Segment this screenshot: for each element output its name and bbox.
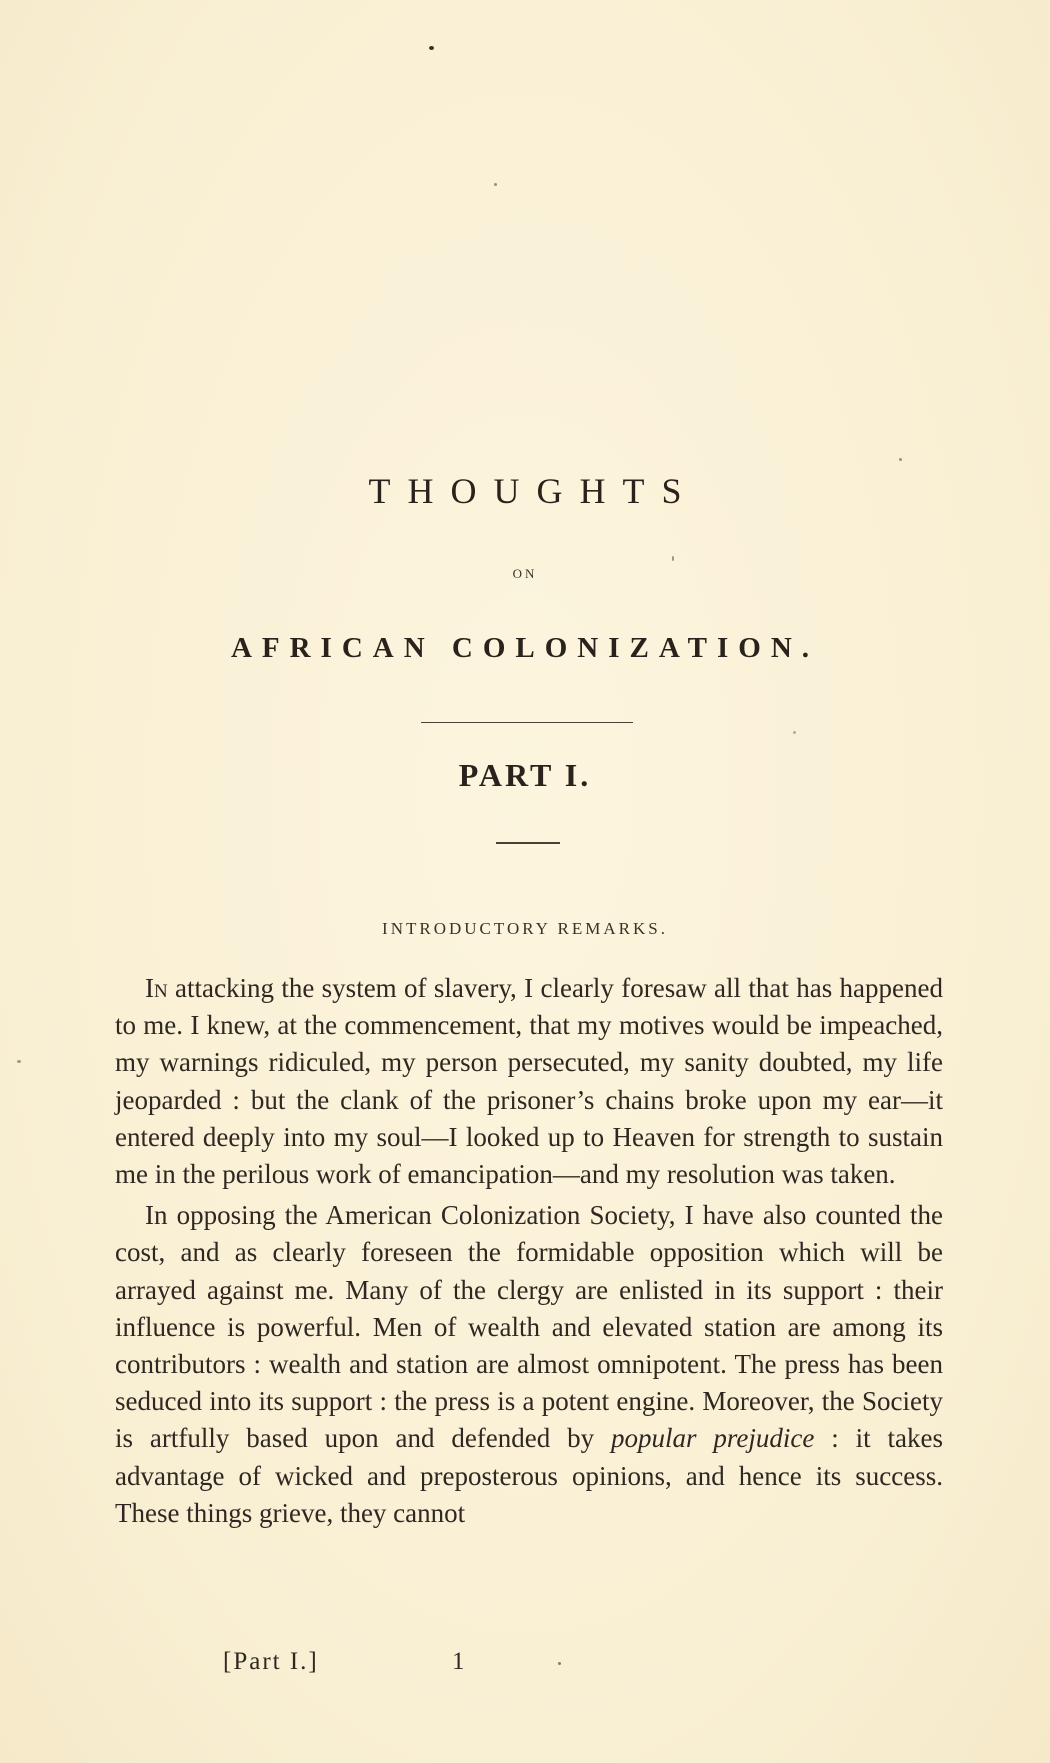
scan-speck (793, 731, 796, 734)
divider-rule-short (496, 842, 560, 844)
signature-mark: [Part I.] (223, 1648, 319, 1675)
paragraph-2-text-start: In opposing the American Colonization Society, I have also counted the cost, and as clearly foreseen the formidable opposition which will be arrayed against me. Many of the clergy are enlisted in its support : their influence is powerful. Men of wealth and elevated station are among its contributors : wealth and station are almost omnipotent. The press has been seduced into its support : the press is a potent engine. Moreover, the Society is artfully based upon and defended by (115, 1200, 943, 1454)
drop-word: In (145, 973, 168, 1003)
paragraph-2-italic: popular prejudice (611, 1423, 815, 1454)
scan-speck (558, 1662, 561, 1665)
book-subtitle: AFRICAN COLONIZATION. (230, 632, 820, 664)
book-title: THOUGHTS (368, 471, 699, 511)
scan-speck (17, 1060, 21, 1063)
paragraph-1-text: attacking the system of slavery, I clearly foresaw all that has happened to me. I knew, at the commencement, that my motives would be impeached, my warnings ridiculed, my person persecuted, my sanity doubted, my life jeoparded : but the clank of the prisoner’s chains broke upon my ear—it entered deeply into my soul—I looked up to Heaven for strength to sustain me in the perilous work of emancipation—and my resolution was taken. (115, 973, 943, 1190)
part-heading: PART I. (458, 757, 592, 793)
section-heading: INTRODUCTORY REMARKS. (382, 919, 668, 938)
paragraph-2 (115, 1197, 943, 1532)
scan-speck (899, 458, 902, 461)
scan-speck (672, 556, 674, 561)
scan-speck (494, 183, 497, 186)
paragraph-2-text-end: : it takes advantage of wicked and preposterous opinions, and hence its success. These things grieve, they cannot (115, 1423, 944, 1528)
divider-rule (421, 722, 633, 723)
paragraph-1 (115, 970, 943, 1193)
body-text (115, 970, 943, 1532)
page-number: 1 (452, 1648, 465, 1675)
scan-speck (429, 46, 434, 50)
title-connector: ON (512, 566, 538, 581)
